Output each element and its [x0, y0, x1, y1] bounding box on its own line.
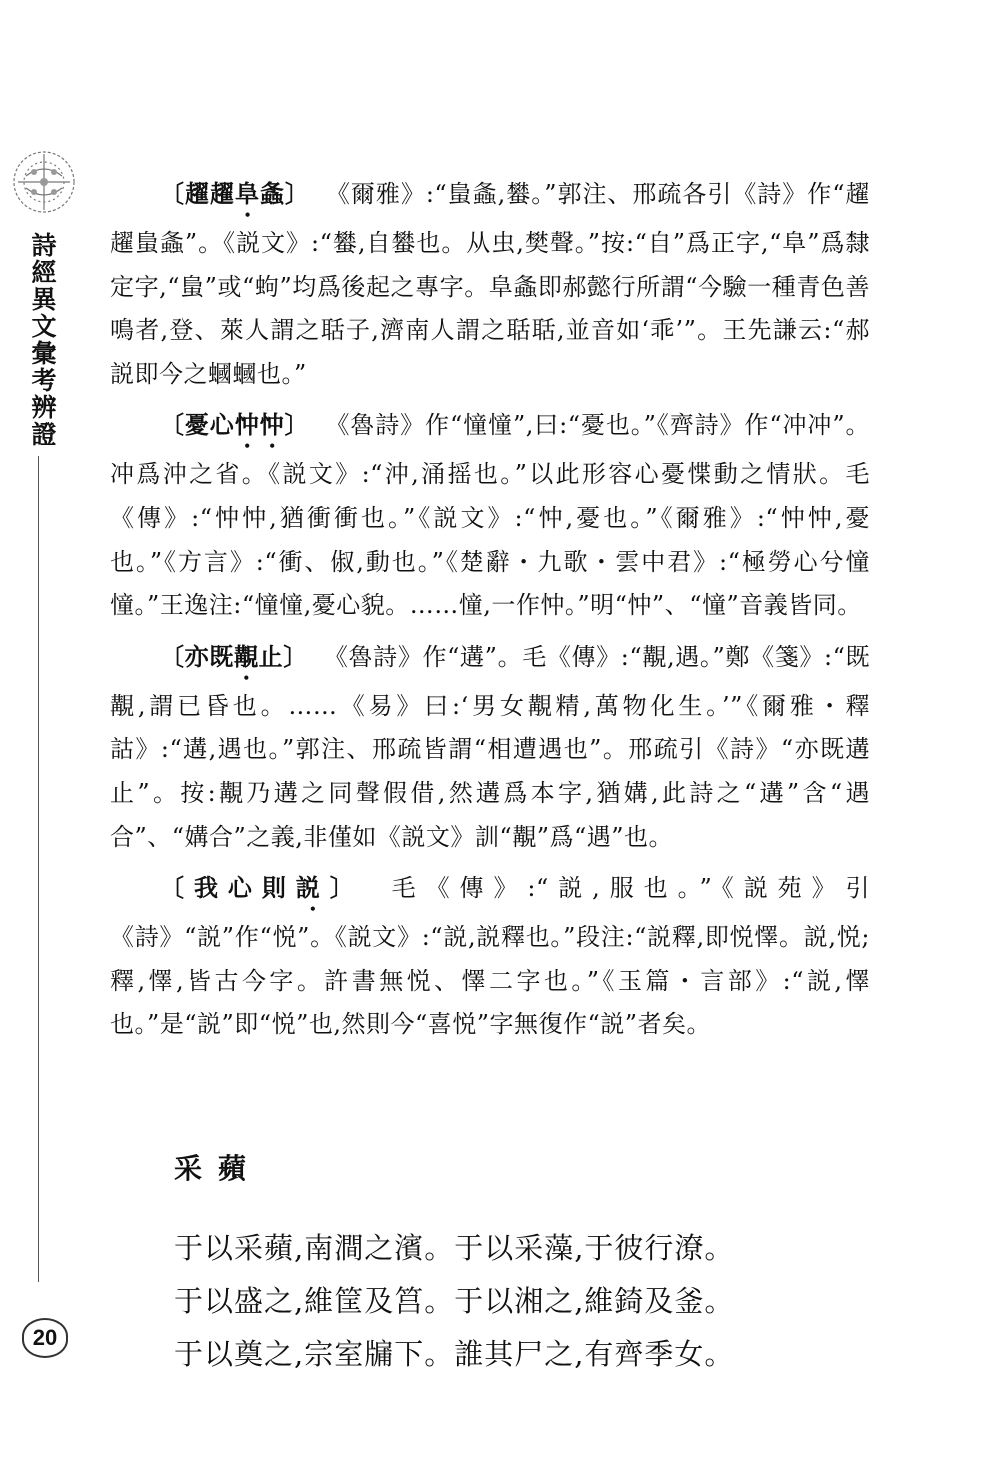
note-term: 〔憂心忡忡〕	[160, 410, 310, 440]
note-text: 《魯詩》作“遘”。毛《傳》:“覯,遇。”鄭《箋》:“既覯,謂已昏也。……《易》曰:‘男女覯精,萬物化生。’”《爾雅・釋詁》:“遘,遇也。”郭注、邢疏皆謂“相遭遇也”。邢疏引《詩》“亦既遘止”。按:覯乃遘之同聲假借,然遘爲本字,猶媾,此詩之“遘”含“遇合”、“媾合”之義,非僅如《説文》訓“覯”爲“遇”也。	[110, 642, 871, 851]
note-paragraph	[110, 635, 870, 859]
note-paragraph	[110, 866, 870, 1047]
note-text: 《爾雅》:“蛗螽,蠜。”郭注、邢疏各引《詩》作“趯趯蛗螽”。《説文》:“蠜,自蠜也。从虫,樊聲。”按:“自”爲正字,“阜”爲隸定字,“蛗”或“蚼”均爲後起之專字。阜螽即郝懿行所謂“今驗一種青色善鳴者,登、萊人謂之聒子,濟南人謂之聒聒,並音如‘乖’”。王先謙云:“郝説即今之蟈蟈也。”	[110, 180, 871, 388]
note-term: 〔亦既覯止〕	[160, 641, 308, 671]
side-divider	[38, 456, 39, 1282]
page-number: 20	[22, 1318, 68, 1358]
poem-line: 于以奠之,宗室牖下。誰其尸之,有齊季女。	[174, 1337, 735, 1371]
note-text: 《魯詩》作“憧憧”,曰:“憂也。”《齊詩》作“冲冲”。冲爲沖之省。《説文》:“沖,涌摇也。”以此形容心憂惵動之情狀。毛《傳》:“忡忡,猶衝衝也。”《説文》:“忡,憂也。”《爾雅》:“忡忡,憂也。”《方言》:“衝、俶,動也。”《楚辭・九歌・雲中君》:“極勞心兮憧憧。”王逸注:“憧憧,憂心貌。……憧,一作忡。”明“忡”、“憧”音義皆同。	[110, 411, 870, 620]
poem-body	[174, 1222, 814, 1381]
note-term: 〔我心則説〕	[160, 873, 364, 903]
poem-line: 于以盛之,維筐及筥。于以湘之,維錡及釜。	[174, 1284, 735, 1318]
poem-line: 于以采蘋,南澗之濱。于以采藻,于彼行潦。	[174, 1231, 735, 1265]
book-title: 詩經異文彙考辨證	[28, 232, 57, 448]
note-term: 〔趯趯阜螽〕	[160, 179, 310, 208]
poem-title: 采蘋	[174, 1152, 263, 1185]
note-paragraph	[110, 172, 870, 396]
main-content	[110, 172, 870, 1054]
decorative-seal-icon	[4, 142, 84, 222]
note-paragraph	[110, 403, 870, 627]
note-text: 毛《傳》:“説,服也。”《説苑》引《詩》“説”作“悦”。《説文》:“説,説釋也。”段注:“説釋,即悦懌。説,悦;釋,懌,皆古今字。許書無悦、懌二字也。”《玉篇・言部》:“説,懌也。”是“説”即“悦”也,然則今“喜悦”字無復作“説”者矣。	[110, 874, 871, 1039]
